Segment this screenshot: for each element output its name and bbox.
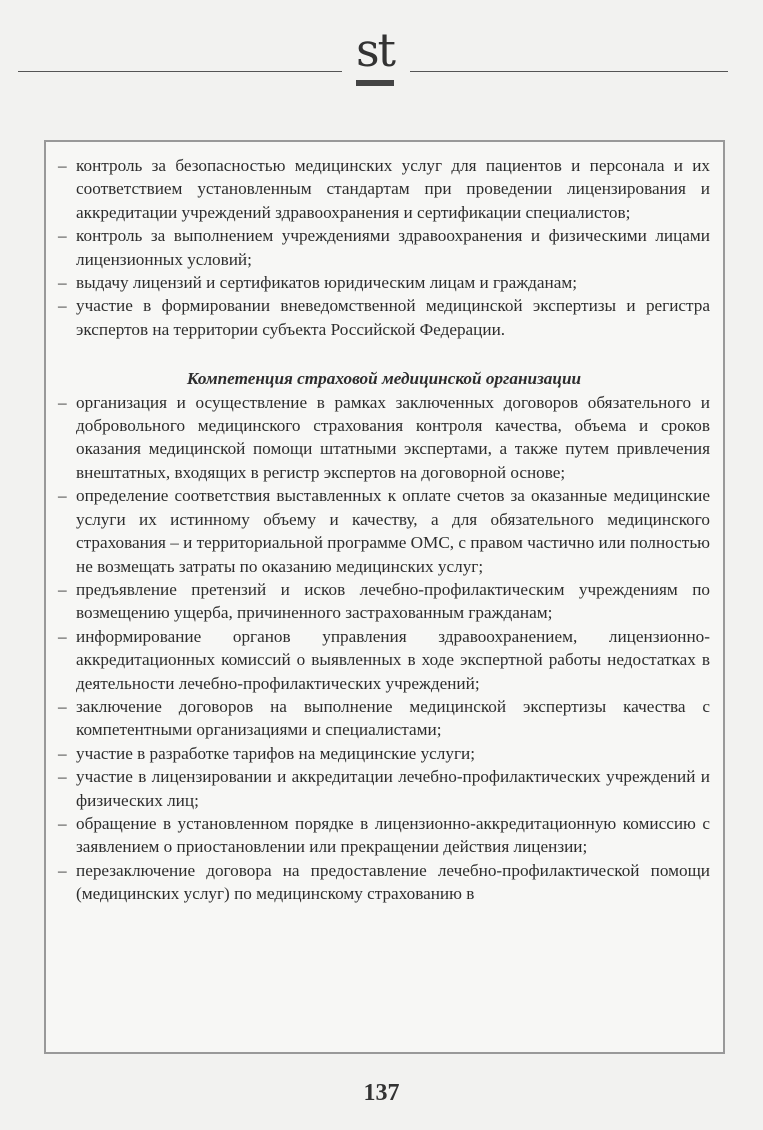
logo-text: st xyxy=(355,23,395,77)
list-item: – выдачу лицензий и сертификатов юридическим лицам и гражданам; xyxy=(58,273,577,293)
list-item: – информирование органов управления здравоохранением, лицензионно-аккредитационных комиссий о выявленных в ходе экспертной работы недостатках в деятельности лечебно-профилактических учреждений; xyxy=(58,626,710,693)
list-item: – обращение в установленном порядке в лицензионно-аккредитационную комиссию с заявлением о приостановлении или прекращении действия лицензии; xyxy=(58,813,710,857)
list-item: – организация и осуществление в рамках заключенных договоров обязательного и добровольного медицинского страхования контроля качества, объема и сроков оказания медицинской помощи штатными экспертами, а также путем привлечения внештатных, входящих в регистр экспертов на договорной основе; xyxy=(58,392,710,482)
list-a xyxy=(58,154,710,341)
section-title: Компетенция страховой медицинской организации xyxy=(186,369,582,389)
header-rule-left xyxy=(18,71,342,72)
list-item: – определение соответствия выставленных к оплате счетов за оказанные медицинские услуги их истинному объему и качеству, а для обязательного медицинского страхования – и территориальной программе ОМС, с правом частично или полностью не возмещать затраты по оказанию медицинских услуг; xyxy=(58,486,710,576)
list-b xyxy=(58,391,710,906)
list-item: – контроль за безопасностью медицинских услуг для пациентов и персонала и их соответствием установленным стандартам при проведении лицензирования и аккредитации учреждений здравоохранения и сертификации специалистов; xyxy=(58,156,710,222)
list-item: – заключение договоров на выполнение медицинской экспертизы качества с компетентными организациями и специалистами; xyxy=(58,696,710,740)
header-rule-right xyxy=(410,71,728,72)
list-item: – участие в формировании вневедомственной медицинской экспертизы и регистра экспертов на территории субъекта Российской Федерации. xyxy=(58,296,710,339)
list-item: – предъявление претензий и исков лечебно-профилактическим учреждениям по возмещению ущерба, причиненного застрахованным гражданам; xyxy=(58,579,710,623)
list-item: – контроль за выполнением учреждениями здравоохранения и физическими лицами лицензионных условий; xyxy=(58,226,710,269)
list-item: – участие в лицензировании и аккредитации лечебно-профилактических учреждений и физических лиц; xyxy=(58,767,710,810)
publisher-logo xyxy=(342,22,408,88)
list-item: – перезаключение договора на предоставление лечебно-профилактической помощи (медицинских услуг) по медицинскому страхованию в xyxy=(58,860,710,904)
page-number: 137 xyxy=(363,1080,400,1106)
logo-bar xyxy=(356,80,394,86)
list-item: – участие в разработке тарифов на медицинские услуги; xyxy=(58,743,475,763)
page-content xyxy=(58,154,710,906)
